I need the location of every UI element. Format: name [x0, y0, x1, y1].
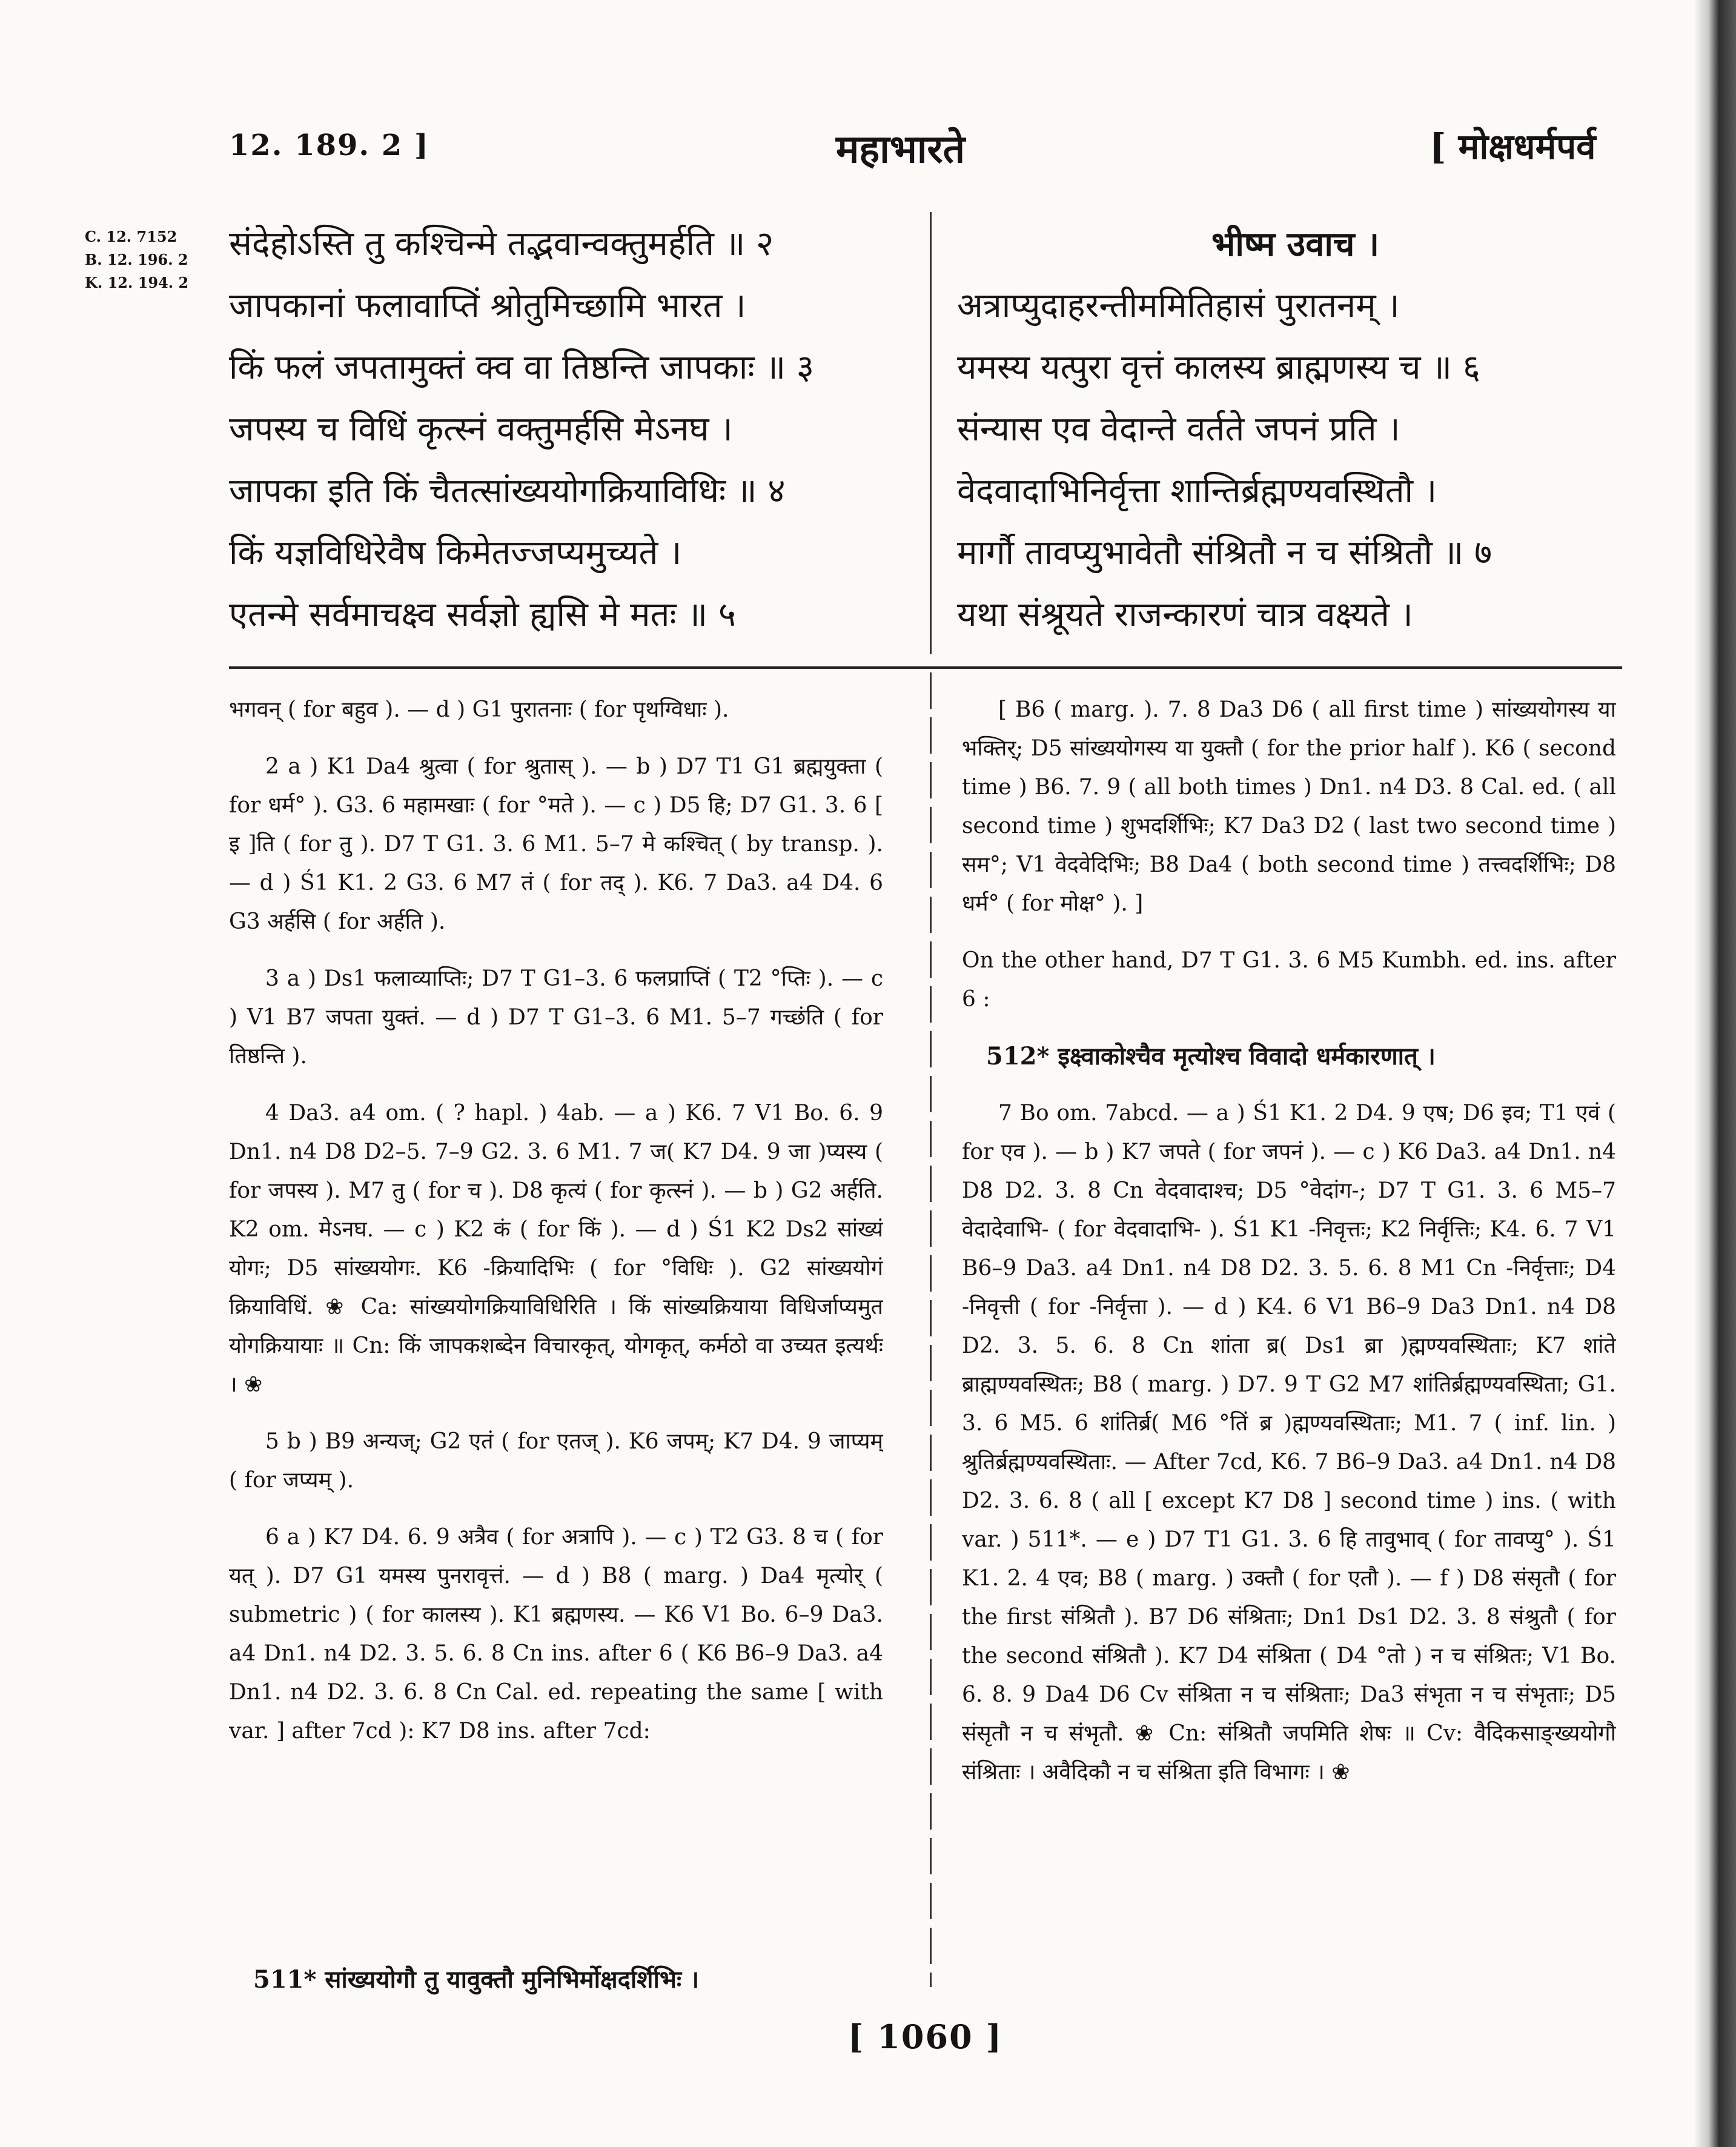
apparatus-note: 4 Da3. a4 om. ( ? hapl. ) 4ab. — a ) K6. 7 V1 Bo. 6. 9 Dn1. n4 D8 D2–5. 7–9 G2. 3. 6 M1. 7 ज( K7 D4. 9 जा )प्यस्य ( for जपस्य ). M7 तु ( for च ). D8 कृत्यं ( for कृत्स्नं ). — b ) G2 अर्हति. K2 om. मेऽनघ. — c ) K2 कं ( for किं ). — d ) Ś1 K2 Ds2 सांख्यं योगः; D5 सांख्ययोगः. K6 -क्रियादिभिः ( for °विधिः ). G2 सांख्ययोगं क्रियाविधिं. ❀ Ca: सांख्ययोगक्रियाविधिरिति । किं सांख्यक्रियाया विधिर्जाप्यमुत योगक्रियायाः ॥ Cn: किं जापकशब्देन विचारकृत्, योगकृत्, कर्मठो वा उच्यत इत्यर्थः । ❀	[229, 1101, 883, 1397]
apparatus-note: 3 a ) Ds1 फलाव्याप्तिः; D7 T G1–3. 6 फलप्राप्तिं ( T2 °प्तिः ). — c ) V1 B7 जपता युक्तं. — d ) D7 T G1–3. 6 M1. 5–7 गच्छंति ( for तिष्ठन्ति ).	[229, 966, 883, 1069]
apparatus-column-right	[962, 691, 1616, 1993]
concordance-ref: C. 12. 7152	[85, 228, 177, 245]
apparatus-note: 6 a ) K7 D4. 6. 9 अत्रैव ( for अत्रापि ). — c ) T2 G3. 8 च ( for यत् ). D7 G1 यमस्य पुनरावृत्तं. — d ) B8 ( marg. ) Da4 मृत्योर् ( submetric ) ( for कालस्य ). K1 ब्रह्मणस्य. — K6 V1 Bo. 6–9 Da3. a4 Dn1. n4 D2. 3. 5. 6. 8 Cn ins. after 6 ( K6 B6–9 Da3. a4 Dn1. n4 D2. 3. 6. 8 Cn Cal. ed. repeating the same [ with var. ] after 7cd ): K7 D8 ins. after 7cd:	[229, 1525, 883, 1744]
page-number: [ 1060 ]	[848, 2017, 1002, 2056]
verse-line: एतन्मे सर्वमाचक्ष्व सर्वज्ञो ह्यसि मे मतः ॥ ५	[229, 595, 736, 634]
apparatus-note: भगवन् ( for बहुव ). — d ) G1 पुरातनाः ( for पृथग्विधाः ).	[229, 697, 729, 722]
verse-line: अत्राप्युदाहरन्तीममितिहासं पुरातनम् ।	[957, 286, 1400, 325]
verse-line: जपस्य च विधिं कृत्स्नं वक्तुमर्हसि मेऽनघ ।	[229, 410, 733, 449]
verse-column-right	[957, 213, 1492, 646]
concordance-refs	[85, 225, 188, 294]
verse-line: किं यज्ञविधिरेवैष किमेतज्जप्यमुच्यते ।	[229, 533, 682, 572]
verse-line: जापकानां फलावाप्तिं श्रोतुमिच्छामि भारत ।	[229, 286, 746, 325]
verse-line: मार्गौ तावप्युभावेतौ संश्रितौ न च संश्रितौ ॥ ७	[957, 533, 1492, 572]
verse-line: वेदवादाभिनिर्वृत्ता शान्तिर्ब्रह्मण्यवस्थितौ ।	[957, 471, 1437, 511]
header-section: [ मोक्षधर्मपर्व	[1430, 126, 1596, 167]
verse-divider	[930, 212, 932, 654]
verse-line: संदेहोऽस्ति तु कश्चिन्मे तद्भवान्वक्तुमर्हति ॥ २	[229, 224, 774, 264]
apparatus-note: 5 b ) B9 अन्यज्; G2 एतं ( for एतज् ). K6 जपम्; K7 D4. 9 जाप्यम् ( for जप्यम् ).	[229, 1429, 883, 1493]
verse-line: जापका इति किं चैतत्सांख्ययोगक्रियाविधिः ॥ ४	[229, 471, 786, 511]
apparatus-divider	[930, 672, 932, 1987]
header-verse-ref: 12. 189. 2 ]	[229, 128, 429, 162]
verse-line: यमस्य यत्पुरा वृत्तं कालस्य ब्राह्मणस्य च ॥ ६	[957, 348, 1480, 387]
concordance-ref: B. 12. 196. 2	[85, 251, 188, 268]
apparatus-note: 7 Bo om. 7abcd. — a ) Ś1 K1. 2 D4. 9 एष; D6 इव; T1 एवं ( for एव ). — b ) K7 जपते ( for जपनं ). — c ) K6 Da3. a4 Dn1. n4 D8 D2. 3. 8 Cn वेदवादाश्च; D5 °वेदांग-; D7 T G1. 3. 6 M5–7 वेदादेवाभि- ( for वेदवादाभि- ). Ś1 K1 -निवृत्तः; K2 निर्वृत्तिः; K4. 6. 7 V1 B6–9 Da3. a4 Dn1. n4 D8 D2. 3. 5. 6. 8 M1 Cn -निर्वृत्ताः; D4 -निवृत्ती ( for -निर्वृत्ता ). — d ) K4. 6 V1 B6–9 Da3 Dn1. n4 D8 D2. 3. 5. 6. 8 Cn शांता ब्र( Ds1 ब्रा )ह्मण्यवस्थिताः; K7 शांते ब्राह्मण्यवस्थितः; B8 ( marg. ) D7. 9 T G2 M7 शांतिर्ब्रह्मण्यवस्थिता; G1. 3. 6 M5. 6 शांतिर्ब्र( M6 °तिं ब्र )ह्मण्यवस्थिताः; M1. 7 ( inf. lin. ) श्रुतिर्ब्रह्मण्यवस्थिताः. — After 7cd, K6. 7 B6–9 Da3. a4 Dn1. n4 D8 D2. 3. 6. 8 ( all [ except K7 D8 ] second time ) ins. ( with var. ) 511*. — e ) D7 T1 G1. 3. 6 हि तावुभाव् ( for तावप्यु° ). Ś1 K1. 2. 4 एव; B8 ( marg. ) उक्तौ ( for एतौ ). — f ) D8 संसृतौ ( for the first संश्रितौ ). B7 D6 संश्रिताः; Dn1 Ds1 D2. 3. 8 संश्रुतौ ( for the second संश्रितौ ). K7 D4 संश्रिता ( D4 °तो ) न च संश्रितः; V1 Bo. 6. 8. 9 Da4 D6 Cv संश्रिता न च संश्रिताः; Da3 संभृता न च संभृताः; D5 संसृतौ न च संभृतौ. ❀ Cn: संश्रितौ जपमिति शेषः ॥ Cv: वैदिकसाङ्ख्ययोगौ संश्रिताः । अवैदिकौ न च संश्रिता इति विभागः । ❀	[962, 1101, 1616, 1785]
concordance-ref: K. 12. 194. 2	[85, 274, 189, 291]
apparatus-note: 2 a ) K1 Da4 श्रुत्वा ( for श्रुतास् ). — b ) D7 T1 G1 ब्रह्मयुक्ता ( for धर्म° ). G3. 6 महामखाः ( for °मते ). — c ) D5 हि; D7 G1. 3. 6 [ इ ]ति ( for तु ). D7 T G1. 3. 6 M1. 5–7 मे कश्चित् ( by transp. ). — d ) Ś1 K1. 2 G3. 6 M7 तं ( for तद् ). K6. 7 Da3. a4 D4. 6 G3 अर्हसि ( for अर्हति ).	[229, 754, 883, 934]
star-passage-512: 512* इक्ष्वाकोश्चैव मृत्योश्च विवादो धर्मकारणात् ।	[986, 1042, 1436, 1070]
apparatus-column-left	[229, 691, 883, 1945]
star-passage-511: 511* सांख्ययोगौ तु यावुक्तौ मुनिभिर्मोक्षदर्शिभिः ।	[253, 1965, 700, 1994]
verse-column-left	[229, 213, 814, 646]
apparatus-rule	[229, 666, 1622, 669]
apparatus-note: [ B6 ( marg. ). 7. 8 Da3 D6 ( all first time ) सांख्ययोगस्य या भक्तिर्; D5 सांख्ययोगस्य या युक्तौ ( for the prior half ). K6 ( second time ) B6. 7. 9 ( all both times ) Dn1. n4 D3. 8 Cal. ed. ( all second time ) शुभदर्शिभिः; K7 Da3 D2 ( last two second time ) सम°; V1 वेदवेदिभिः; B8 Da4 ( both second time ) तत्त्वदर्शिभिः; D8 धर्म° ( for मोक्ष° ). ]	[962, 697, 1616, 916]
apparatus-note: On the other hand, D7 T G1. 3. 6 M5 Kumbh. ed. ins. after 6 :	[962, 948, 1616, 1012]
page-edge-shadow	[1694, 0, 1736, 2147]
verse-line: किं फलं जपतामुक्तं क्व वा तिष्ठन्ति जापकाः ॥ ३	[229, 348, 814, 387]
speaker-label: भीष्म उवाच ।	[1211, 224, 1380, 264]
verse-line: यथा संश्रूयते राजन्कारणं चात्र वक्ष्यते ।	[957, 595, 1413, 634]
header-title: महाभारते	[836, 127, 966, 172]
verse-line: संन्यास एव वेदान्ते वर्तते जपनं प्रति ।	[957, 410, 1400, 449]
